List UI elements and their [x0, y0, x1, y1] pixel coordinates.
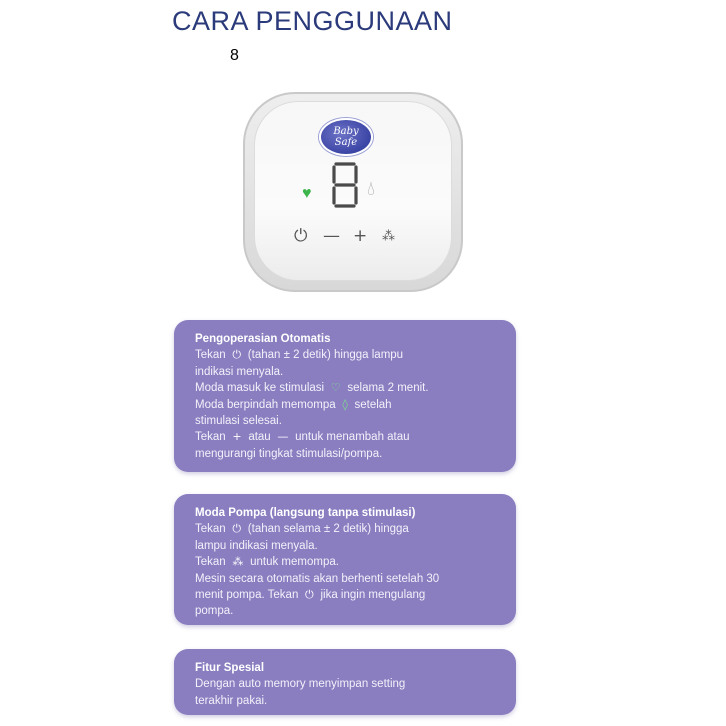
card-line: menit pompa. Tekan ⏻ jika ingin mengulang: [195, 588, 426, 602]
card-line: Tekan + atau — untuk menambah atau: [195, 430, 410, 444]
heart-icon: ♥: [302, 185, 312, 202]
card-line: mengurangi tingkat stimulasi/pompa.: [195, 447, 383, 460]
card-title: Moda Pompa (langsung tanpa stimulasi): [195, 507, 416, 519]
pump-mode-card: [174, 494, 516, 625]
logo-text-line1: Baby: [333, 126, 359, 137]
pump-icon[interactable]: ⁂: [382, 229, 395, 244]
logo-text-line2: Safe: [334, 137, 358, 148]
card-line: Dengan auto memory menyimpan setting: [195, 678, 406, 691]
card-line: lampu indikasi menyala.: [195, 539, 318, 552]
card-line: stimulasi selesai.: [195, 415, 282, 428]
drop-icon: 💧︎: [367, 178, 375, 200]
brand-logo: [319, 118, 373, 156]
heart-icon: ♡: [327, 381, 345, 395]
card-line: pompa.: [195, 605, 234, 618]
power-icon: ⏻: [301, 588, 318, 602]
minus-icon: —: [273, 430, 292, 444]
card-line: indikasi menyala.: [195, 365, 284, 378]
card-line: terakhir pakai.: [195, 694, 268, 707]
auto-operation-card: [174, 320, 516, 472]
special-feature-card: [174, 649, 516, 715]
plus-icon[interactable]: +: [353, 226, 368, 246]
display-value: 8: [230, 47, 239, 64]
pump-icon: ⁂: [228, 555, 247, 569]
card-title: Pengoperasian Otomatis: [195, 333, 331, 345]
drop-icon: ◊: [338, 397, 352, 411]
plus-icon: +: [228, 430, 246, 444]
card-line: Tekan ⏻ (tahan selama ± 2 detik) hingga: [195, 522, 409, 536]
card-line: Tekan ⏻ (tahan ± 2 detik) hingga lampu: [195, 348, 404, 362]
card-line: Moda masuk ke stimulasi ♡ selama 2 menit.: [195, 381, 429, 395]
minus-icon[interactable]: —: [323, 226, 340, 246]
power-icon[interactable]: ⏻: [294, 226, 308, 246]
power-icon: ⏻: [228, 522, 245, 536]
card-title: Fitur Spesial: [195, 662, 265, 674]
power-icon: ⏻: [228, 348, 245, 362]
card-line: Moda berpindah memompa ◊ setelah: [195, 397, 392, 411]
card-line: Mesin secara otomatis akan berhenti setelah 30: [195, 572, 440, 585]
card-line: Tekan ⁂ untuk memompa.: [195, 555, 339, 569]
page-title: CARA PENGGUNAAN: [172, 6, 453, 36]
